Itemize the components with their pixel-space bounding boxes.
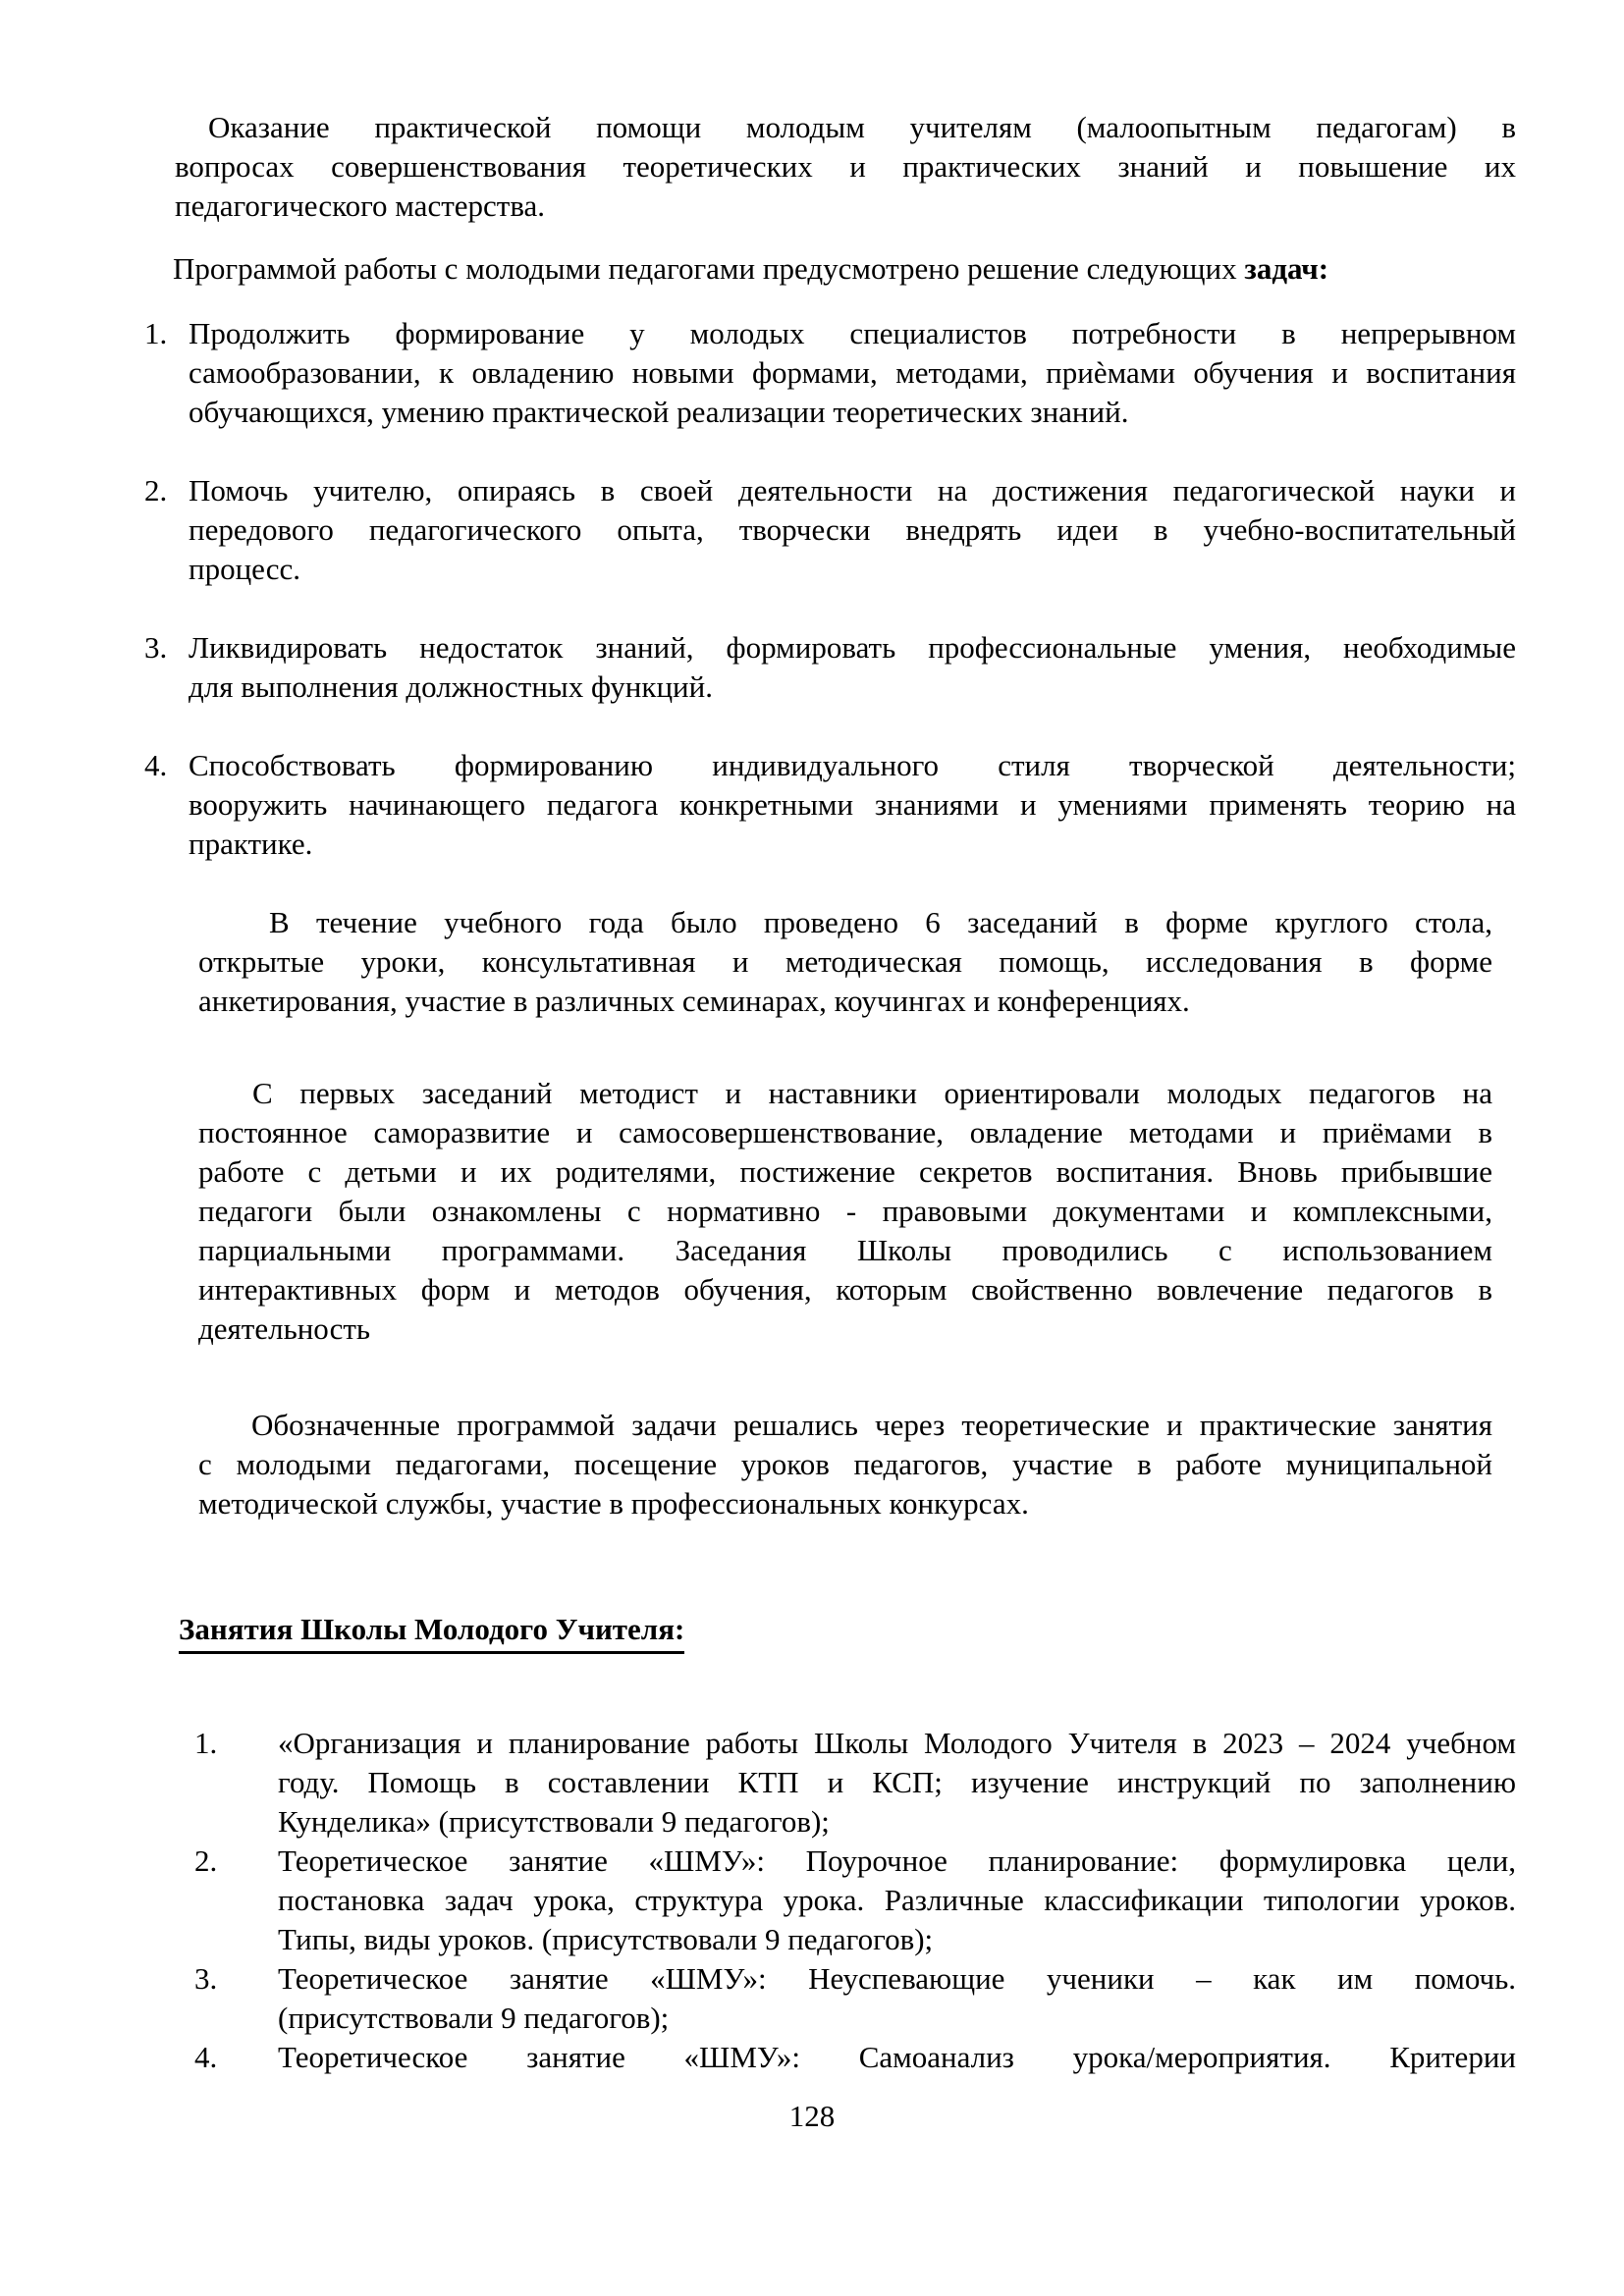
session-item-body (278, 2038, 1516, 2077)
text-line: вооружить начинающего педагога конкретными знаниями и умениями применять теорию на (189, 787, 1516, 822)
sessions-list (194, 1724, 1516, 2077)
tasks-list (144, 314, 1516, 864)
text-line: вопросах совершенствования теоретических и практических знаний и повышение их (175, 149, 1516, 184)
session-item-body (278, 1842, 1516, 1959)
task-item-3 (144, 628, 1516, 707)
text-line: анкетирования, участие в различных семинарах, коучингах и конференциях. (198, 984, 1190, 1018)
task-item-body (189, 628, 1516, 707)
program-text: Программой работы с молодыми педагогами предусмотрено решение следующих (173, 251, 1245, 286)
sessions-heading (179, 1610, 1516, 1654)
text-line: педагогического мастерства. (175, 188, 546, 223)
list-number: 1. (194, 1726, 218, 1760)
text-line: открытые уроки, консультативная и методическая помощь, исследования в форме (198, 944, 1492, 979)
list-number: 4. (144, 748, 168, 782)
text-line: Теоретическое занятие «ШМУ»: Самоанализ урока/мероприятия. Критерии (278, 2040, 1516, 2074)
text-line: Продолжить формирование у молодых специалистов потребности в непрерывном (189, 316, 1516, 350)
session-item-2 (194, 1842, 1516, 1959)
list-number: 3. (194, 1961, 218, 1996)
text-line: Ликвидировать недостаток знаний, формировать профессиональные умения, необходимые (189, 630, 1516, 665)
text-line: «Организация и планирование работы Школы Молодого Учителя в 2023 – 2024 учебном (278, 1726, 1516, 1760)
text-line: постоянное саморазвитие и самосовершенствование, овладение методами и приёмами в (198, 1115, 1492, 1149)
text-line: передового педагогического опыта, творчески внедрять идеи в учебно-воспитательный (189, 512, 1516, 547)
text-line: Способствовать формированию индивидуального стиля творческой деятельности; (189, 748, 1516, 782)
page-number: 128 (788, 2099, 836, 2133)
session-item-1 (194, 1724, 1516, 1842)
text-line: Теоретическое занятие «ШМУ»: Поурочное планирование: формулировка цели, (278, 1843, 1516, 1878)
paragraph-year-summary (198, 903, 1492, 1021)
text-line: методической службы, участие в профессиональных конкурсах. (198, 1486, 1029, 1521)
text-line: процесс. (189, 552, 300, 586)
program-tasks-bold: задач: (1244, 251, 1329, 286)
list-number: 4. (194, 2040, 218, 2074)
paragraph-tasks-solved (198, 1406, 1492, 1523)
text-line: деятельность (198, 1311, 371, 1346)
text-line: В течение учебного года было проведено 6 заседаний в форме круглого стола, (269, 905, 1492, 939)
task-item-body (189, 314, 1516, 432)
list-number: 1. (144, 316, 168, 350)
task-item-body (189, 471, 1516, 589)
session-item-body (278, 1724, 1516, 1842)
text-line: Теоретическое занятие «ШМУ»: Неуспевающие ученики – как им помочь. (278, 1961, 1516, 1996)
text-line: практике. (189, 827, 313, 861)
text-line: Кунделика» (присутствовали 9 педагогов); (278, 1804, 830, 1839)
task-item-2 (144, 471, 1516, 589)
list-number: 2. (194, 1843, 218, 1878)
sessions-heading-text: Занятия Школы Молодого Учителя: (179, 1610, 684, 1654)
paragraph-first-sessions (198, 1074, 1492, 1349)
text-line: году. Помощь в составлении КТП и КСП; изучение инструкций по заполнению (278, 1765, 1516, 1799)
text-line: Помочь учителю, опираясь в своей деятельности на достижения педагогической науки и (189, 473, 1516, 507)
text-line: работе с детьми и их родителями, постижение секретов воспитания. Вновь прибывшие (198, 1154, 1492, 1189)
text-line: для выполнения должностных функций. (189, 669, 713, 704)
text-line: интерактивных форм и методов обучения, которым свойственно вовлечение педагогов в (198, 1272, 1492, 1307)
list-number: 3. (144, 630, 168, 665)
text-line: с молодыми педагогами, посещение уроков педагогов, участие в работе муниципальной (198, 1447, 1492, 1481)
text-line: Оказание практической помощи молодым учителям (малоопытным педагогам) в (208, 110, 1516, 144)
text-line: С первых заседаний методист и наставники ориентировали молодых педагогов на (252, 1076, 1492, 1110)
text-line: (присутствовали 9 педагогов); (278, 2001, 670, 2035)
paragraph-program-tasks (173, 249, 1516, 289)
list-number: 2. (144, 473, 168, 507)
text-line: Типы, виды уроков. (присутствовали 9 педагогов); (278, 1922, 934, 1956)
text-line: парциальными программами. Заседания Школы проводились с использованием (198, 1233, 1492, 1267)
text-line: педагоги были ознакомлены с нормативно - правовыми документами и комплексными, (198, 1194, 1492, 1228)
paragraph-intro (175, 108, 1516, 226)
text-line: Обозначенные программой задачи решались через теоретические и практические занятия (251, 1408, 1492, 1442)
task-item-body (189, 746, 1516, 864)
text-line: самообразовании, к овладению новыми формами, методами, приѐмами обучения и воспитания (189, 355, 1516, 390)
task-item-1 (144, 314, 1516, 432)
session-item-3 (194, 1959, 1516, 2038)
task-item-4 (144, 746, 1516, 864)
session-item-body (278, 1959, 1516, 2038)
session-item-4 (194, 2038, 1516, 2077)
text-line: постановка задач урока, структура урока. Различные классификации типологии уроков. (278, 1883, 1516, 1917)
text-line: обучающихся, умению практической реализации теоретических знаний. (189, 395, 1129, 429)
